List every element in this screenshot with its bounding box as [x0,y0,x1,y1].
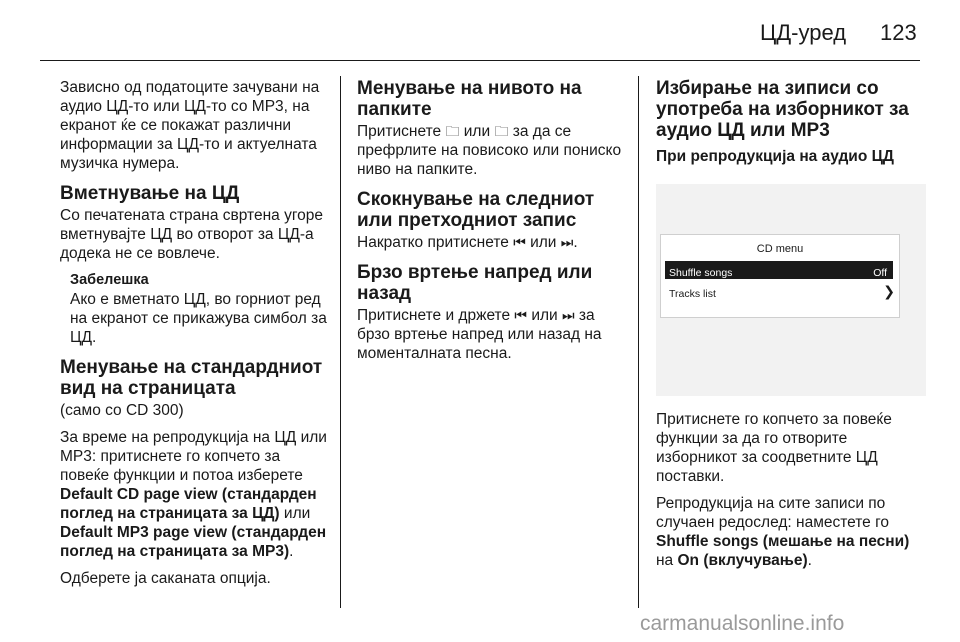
choose-option-text: Одберете ја саканата опција. [60,570,271,587]
folder-down-icon: 🗀 [494,123,509,139]
fast-forward-icon: ⏭ [562,307,575,323]
skip-back-icon: ⏮ [513,234,526,250]
default-cd-option: Default CD page view (стандарден поглед на страницата за ЦД) [60,486,317,522]
fast-wind-text: Притиснете и држете ⏮ или ⏭ за брзо вртење напред или назад на моменталната песна. [357,307,602,362]
skip-track-heading: Скокнување на следниот или претходниот запис [357,189,595,231]
default-view-heading: Менување на стандардниот вид на страницата [60,357,323,399]
fast-wind-heading: Брзо вртење напред или назад [357,262,593,304]
default-mp3-option: Default MP3 page view (стандарден поглед на страницата за MP3) [60,524,327,560]
folder-up-icon: 🗀 [445,123,460,139]
skip-track-text: Накратко притиснете ⏮ или ⏭. [357,234,578,251]
cd-menu-screenshot [656,184,926,396]
intro-paragraph: Зависно од податоците зачувани на аудио ЦД-то или ЦД-то со MP3, на екранот ќе се покажат различни информации за ЦД-то и актуелната музичка нумера. [60,79,320,172]
note-block [70,271,330,347]
open-menu-text: Притиснете го копчето за повеќе функции за да го отворите изборникот за соодветните ЦД поставки. [656,411,892,485]
note-text: Ако е вметнато ЦД, во горниот ред на екранот се прикажува симбол за ЦД. [70,291,327,346]
column-1 [60,78,330,596]
skip-forward-icon: ⏭ [560,234,574,250]
shuffle-songs-row [665,261,893,279]
watermark: carmanualsonline.info [640,612,845,635]
insert-cd-heading: Вметнување на ЦД [60,183,240,204]
column-3 [656,78,928,578]
tracks-list-row [669,285,895,304]
track-select-heading: Избирање на зиписи со употреба на изборникот за аудио ЦД или MP3 [656,78,909,141]
shuffle-text: Репродукција на сите записи по случаен редослед: наместете го Shuffle songs (мешање на песни) на On (вклучување). [656,495,910,569]
folder-level-heading: Менување на нивото на папките [357,78,582,120]
header-rule [40,60,920,61]
column-2 [357,78,627,371]
chevron-right-icon: ❯ [883,283,895,299]
shuffle-songs-term: Shuffle songs (мешање на песни) [656,533,910,550]
default-view-subtitle: (само со CD 300) [60,402,184,419]
page-header-title: ЦД-уред [760,20,847,45]
rewind-icon: ⏮ [514,307,528,323]
cd-menu-screen [660,234,900,318]
folder-level-text: Притиснете 🗀 или 🗀 за да се префрлите на повисоко или пониско ниво на папките. [357,123,622,178]
cd-menu-title: CD menu [756,243,804,255]
shuffle-songs-value: Off [873,267,887,279]
default-view-text: За време на репродукција на ЦД или MP3: притиснете го копчето за повеќе функции и потоа изберете Default CD page view (стандарден поглед на страницата за ЦД) или Default MP3 page view (стандарден поглед на страницата за MP3). [60,429,327,560]
column-divider-1 [340,76,341,608]
audio-cd-subheading: При репродукција на аудио ЦД [656,148,894,165]
page-number: 123 [880,20,917,45]
insert-cd-text: Со печатената страна свртена угоре вметнувајте ЦД во отворот за ЦД-а додека не се вовлече. [60,207,324,262]
note-title: Забелешка [70,272,149,288]
column-divider-2 [638,76,639,608]
on-term: On (вклучување) [677,552,808,569]
shuffle-songs-label: Shuffle songs [669,267,733,279]
tracks-list-label: Tracks list [669,288,716,300]
